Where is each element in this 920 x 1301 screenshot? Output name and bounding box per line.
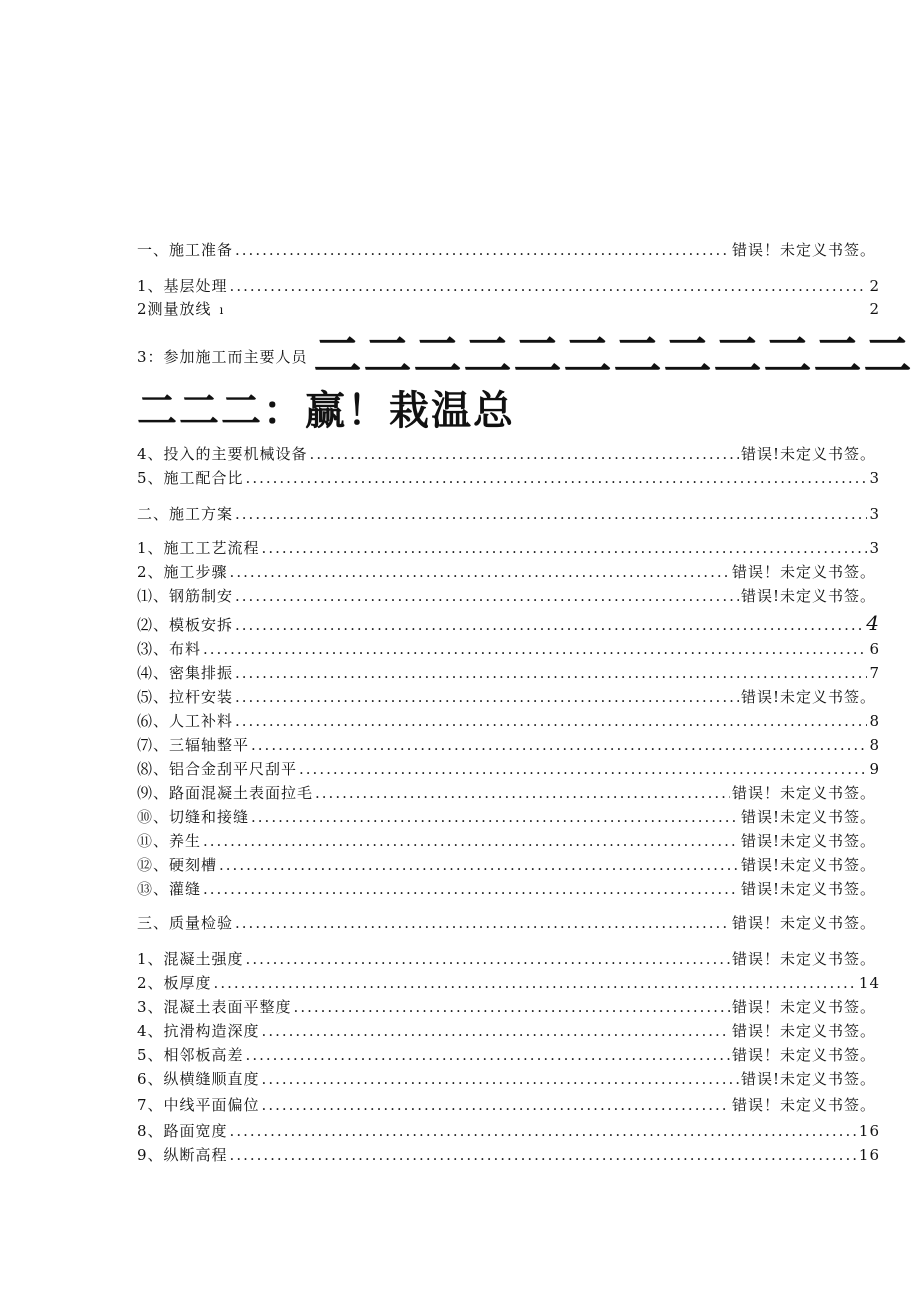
- toc-item-page: 错误！未定义书签。: [731, 914, 876, 932]
- toc-item-page: 8: [869, 712, 880, 730]
- toc-item-leader: [230, 276, 868, 296]
- toc-item-page: 3: [869, 539, 880, 557]
- toc-item-leader: [214, 973, 857, 993]
- toc-item-page: 错误!未定义书签。: [740, 1070, 876, 1088]
- toc-item[interactable]: [137, 663, 880, 683]
- toc-item-page: 错误!未定义书签。: [740, 445, 876, 463]
- toc-item-label: ⑵、模板安拆: [137, 616, 234, 634]
- toc-item-label: ⑺、三辐轴整平: [137, 736, 250, 754]
- toc-item[interactable]: [137, 949, 876, 969]
- toc-item-leader: [235, 615, 864, 635]
- toc-item-label: 4、投入的主要机械设备: [137, 445, 308, 463]
- toc-item[interactable]: [137, 613, 880, 635]
- toc-item-leader: [203, 879, 739, 899]
- toc-item-leader: [262, 1095, 730, 1115]
- toc-item[interactable]: [137, 711, 880, 731]
- toc-item-label: ⑼、路面混凝土表面拉毛: [137, 784, 314, 802]
- toc-item-leader: [235, 913, 730, 933]
- toc-item-leader: [235, 504, 867, 524]
- toc-item-page: 2: [869, 277, 880, 295]
- toc-item-page: 错误！未定义书签。: [731, 1022, 876, 1040]
- toc-item-page: 错误！未定义书签。: [731, 1046, 876, 1064]
- toc-item[interactable]: [137, 639, 880, 659]
- toc-item-label: 2、施工步骤: [137, 563, 228, 581]
- toc-item-page: 16: [858, 1122, 880, 1140]
- toc-item-leader: [235, 240, 730, 260]
- toc-item-page: 8: [869, 736, 880, 754]
- toc-item-page: 3: [869, 505, 880, 523]
- toc-item-leader: [315, 783, 730, 803]
- toc-item[interactable]: [137, 240, 876, 260]
- toc-item-leader: [294, 997, 730, 1017]
- toc-item-label: 1、混凝土强度: [137, 950, 244, 968]
- toc-item[interactable]: [137, 687, 876, 707]
- toc-item-leader: [262, 538, 868, 558]
- toc-item-page: 6: [869, 640, 880, 658]
- toc-item-page: 2: [869, 300, 880, 318]
- toc-item[interactable]: [137, 879, 876, 899]
- toc-item-label: 1、基层处理: [137, 277, 228, 295]
- toc-item[interactable]: [137, 538, 880, 558]
- toc-item-mark: ı: [219, 303, 225, 317]
- toc-item[interactable]: [137, 299, 880, 320]
- toc-item-page: 错误！未定义书签。: [731, 1096, 876, 1114]
- toc-item-page: 3: [869, 469, 880, 487]
- toc-item-label: 3、混凝土表面平整度: [137, 998, 292, 1016]
- toc-item[interactable]: [137, 1069, 876, 1089]
- toc-item-leader: [310, 444, 739, 464]
- toc-item-label: 9、纵断高程: [137, 1146, 228, 1164]
- toc-item-leader: [230, 1145, 857, 1165]
- toc-item-leader: [246, 468, 868, 488]
- toc-item-page: 错误!未定义书签。: [740, 587, 876, 605]
- toc-item-label: ⑩、切缝和接缝: [137, 808, 250, 826]
- toc-item-label: ⑫、硬刻槽: [137, 856, 218, 874]
- toc-item-page: 4: [866, 611, 880, 635]
- toc-item[interactable]: [137, 807, 876, 827]
- toc-item-label: 4、抗滑构造深度: [137, 1022, 260, 1040]
- toc-item-page: 16: [858, 1146, 880, 1164]
- toc-item-page: 错误!未定义书签。: [740, 808, 876, 826]
- toc-item[interactable]: [137, 276, 880, 296]
- garbled-leader: 二二二二二二二二二二二二: [313, 328, 914, 384]
- toc-item[interactable]: [137, 973, 880, 993]
- toc-item-label: 8、路面宽度: [137, 1122, 228, 1140]
- toc-item-label: ⑪、养生: [137, 832, 202, 850]
- toc-item-label: 3：参加施工而主要人员: [137, 347, 308, 366]
- toc-item-page: 错误!未定义书签。: [740, 856, 876, 874]
- toc-item-label: 7、中线平面偏位: [137, 1096, 260, 1114]
- toc-item-label: 2测量放线: [137, 300, 212, 318]
- toc-item[interactable]: [137, 586, 876, 606]
- toc-item-label: 三、质量检验: [137, 914, 234, 932]
- toc-item-leader: [251, 807, 739, 827]
- toc-item-leader: [262, 1069, 739, 1089]
- toc-item[interactable]: [137, 735, 880, 755]
- toc-item-leader: [235, 711, 867, 731]
- toc-item-label: ⑹、人工补料: [137, 712, 234, 730]
- toc-item-label: 5、施工配合比: [137, 469, 244, 487]
- toc-item[interactable]: [137, 913, 876, 933]
- toc-item[interactable]: [137, 504, 880, 524]
- toc-item-label: ⑴、钢筋制安: [137, 587, 234, 605]
- toc-item-leader: [299, 759, 867, 779]
- toc-item[interactable]: [137, 1121, 880, 1141]
- toc-item[interactable]: [137, 1021, 876, 1041]
- toc-item[interactable]: [137, 1095, 876, 1115]
- toc-item-leader: [203, 639, 867, 659]
- toc-item-page: 错误!未定义书签。: [740, 688, 876, 706]
- toc-item-page: 错误！未定义书签。: [731, 241, 876, 259]
- toc-item[interactable]: [137, 1045, 876, 1065]
- toc-item[interactable]: [137, 831, 876, 851]
- toc-item[interactable]: [137, 997, 876, 1017]
- toc-item[interactable]: [137, 783, 876, 803]
- toc-item-page: 9: [869, 760, 880, 778]
- toc-item-label: 1、施工工艺流程: [137, 539, 260, 557]
- toc-item-leader: [219, 855, 739, 875]
- toc-item-leader: [230, 562, 730, 582]
- toc-item-label: ⑷、密集排振: [137, 664, 234, 682]
- toc-item[interactable]: [137, 444, 876, 464]
- toc-item-page: 错误!未定义书签。: [740, 880, 876, 898]
- toc-item-page: 7: [869, 664, 880, 682]
- toc-item-page: 14: [858, 974, 880, 992]
- toc-item-label: 二、施工方案: [137, 505, 234, 523]
- toc-item-page: 错误！未定义书签。: [731, 784, 876, 802]
- toc-item-leader: [235, 687, 739, 707]
- toc-item-leader: [203, 831, 739, 851]
- toc-item-label: 2、板厚度: [137, 974, 212, 992]
- toc-item[interactable]: [137, 759, 880, 779]
- toc-item-page: 错误！未定义书签。: [731, 950, 876, 968]
- toc-item-label: ⑻、铝合金刮平尺刮平: [137, 760, 298, 778]
- toc-item-page: 错误!未定义书签。: [740, 832, 876, 850]
- toc-item-personnel: [137, 328, 914, 384]
- toc-item-label: 5、相邻板高差: [137, 1046, 244, 1064]
- toc-item-label: ⑸、拉杆安装: [137, 688, 234, 706]
- toc-item[interactable]: [137, 562, 876, 582]
- toc-item-page: 错误！未定义书签。: [731, 998, 876, 1016]
- toc-item-leader: [251, 735, 867, 755]
- garbled-text: 二二二：赢！栽温总: [137, 387, 515, 434]
- toc-item-leader: [230, 1121, 857, 1141]
- toc-item-label: 6、纵横缝顺直度: [137, 1070, 260, 1088]
- toc-item[interactable]: [137, 468, 880, 488]
- toc-item-label: 一、施工准备: [137, 241, 234, 259]
- toc-item-leader: [235, 663, 867, 683]
- toc-item-leader: [246, 1045, 730, 1065]
- toc-item-label: ⑶、布料: [137, 640, 202, 658]
- toc-item-leader: [235, 586, 739, 606]
- toc-item[interactable]: [137, 1145, 880, 1165]
- toc-item[interactable]: [137, 855, 876, 875]
- toc-item-leader: [246, 949, 730, 969]
- toc-item-leader: [262, 1021, 730, 1041]
- toc-item-label: ⑬、灌缝: [137, 880, 202, 898]
- toc-item-page: 错误！未定义书签。: [731, 563, 876, 581]
